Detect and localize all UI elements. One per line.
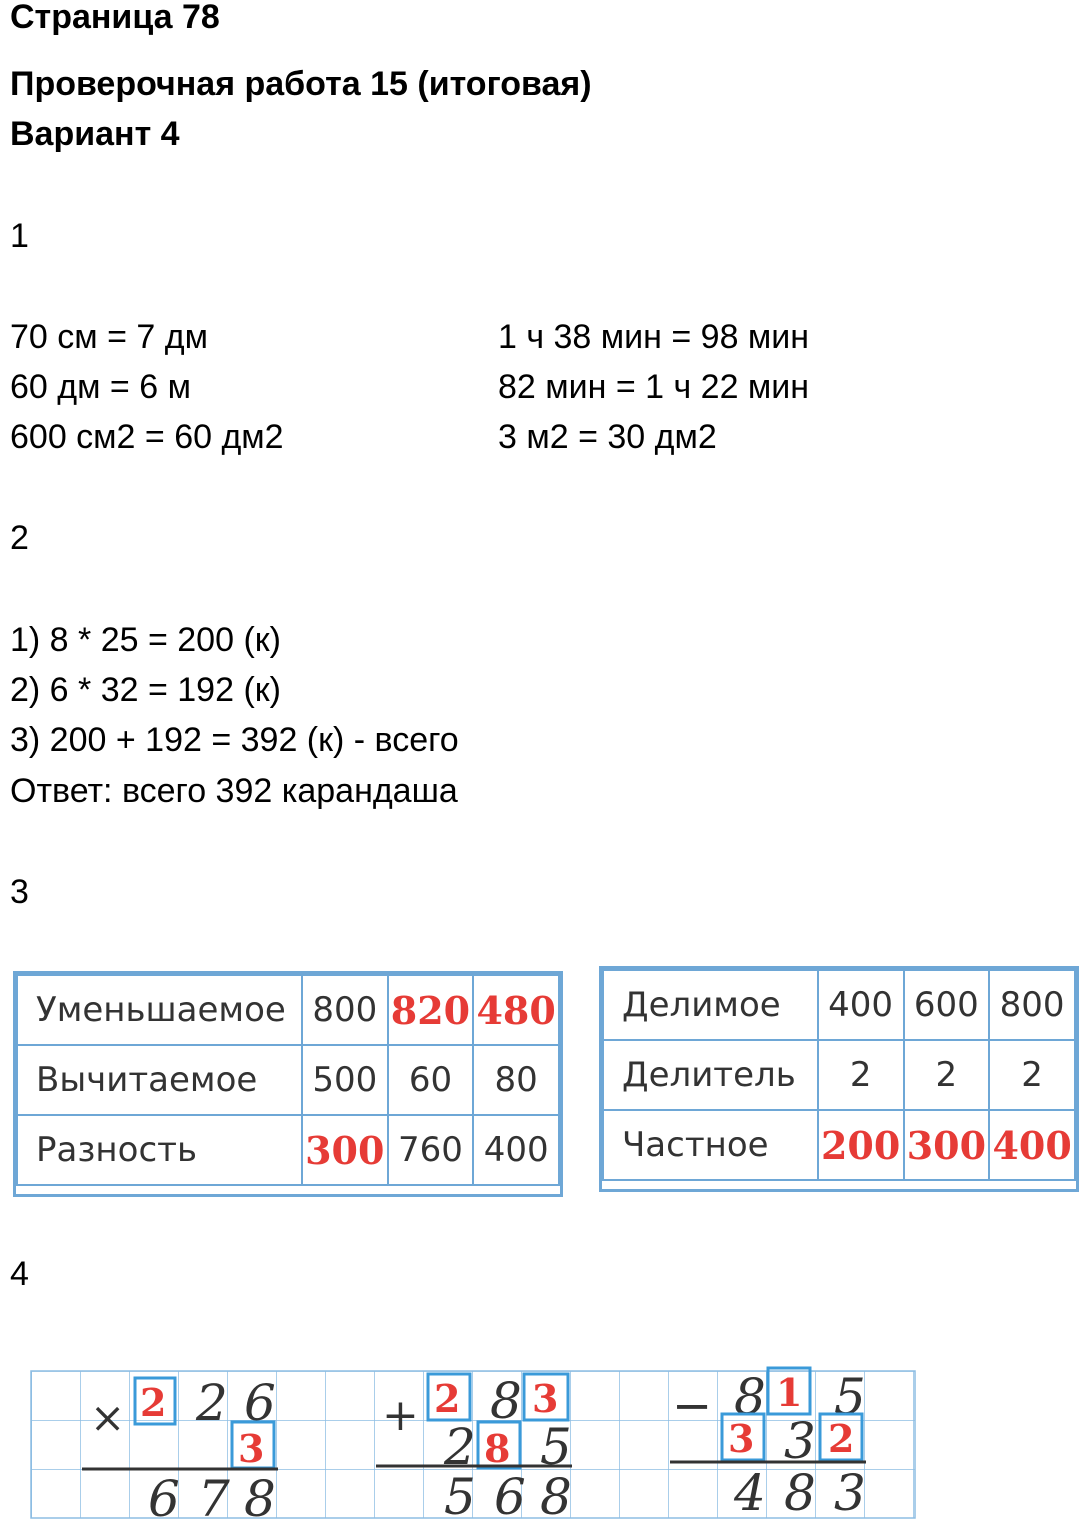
table-row xyxy=(17,1115,559,1185)
table-cell: 2 xyxy=(904,1040,990,1110)
answer-digit: 2 xyxy=(140,1380,167,1425)
digit: 6 xyxy=(244,1374,276,1432)
answer-digit: 2 xyxy=(434,1376,461,1421)
task2-line-2: 2) 6 * 32 = 192 (к) xyxy=(10,671,281,709)
digit: 5 xyxy=(444,1468,476,1526)
digit: 8 xyxy=(244,1470,276,1528)
table-label: Уменьшаемое xyxy=(17,975,302,1045)
digit: 3 xyxy=(834,1464,866,1522)
table-row xyxy=(17,1045,559,1115)
table-cell: 2 xyxy=(989,1040,1075,1110)
page-number: Страница 78 xyxy=(10,0,220,36)
task1-right-2: 82 мин = 1 ч 22 мин xyxy=(498,368,810,406)
table-label: Делимое xyxy=(603,970,818,1040)
table-cell: 60 xyxy=(388,1045,474,1115)
task4-number: 4 xyxy=(10,1255,29,1293)
digit: 6 xyxy=(494,1468,526,1526)
table-cell-answer: 200 xyxy=(818,1110,904,1180)
table-cell-answer: 400 xyxy=(989,1110,1075,1180)
table-cell-answer: 300 xyxy=(302,1115,388,1185)
task2-number: 2 xyxy=(10,519,29,557)
digit: 2 xyxy=(444,1418,476,1476)
table-cell: 2 xyxy=(818,1040,904,1110)
digit: 8 xyxy=(784,1464,816,1522)
answer-digit: 1 xyxy=(776,1370,803,1415)
digit: 5 xyxy=(540,1418,572,1476)
table-label: Разность xyxy=(17,1115,302,1185)
table-row xyxy=(603,970,1075,1040)
table-cell: 800 xyxy=(302,975,388,1045)
digit: 4 xyxy=(734,1464,766,1522)
task3-number: 3 xyxy=(10,873,29,911)
task2-line-3: 3) 200 + 192 = 392 (к) - всего xyxy=(10,721,459,759)
digit: 5 xyxy=(834,1368,866,1426)
table-label: Вычитаемое xyxy=(17,1045,302,1115)
work-title: Проверочная работа 15 (итоговая) xyxy=(10,65,592,103)
task1-left-3: 600 см2 = 60 дм2 xyxy=(10,418,284,456)
table-label: Делитель xyxy=(603,1040,818,1110)
task1-right-1: 1 ч 38 мин = 98 мин xyxy=(498,318,810,356)
table-row xyxy=(603,1040,1075,1110)
digit: 7 xyxy=(198,1470,230,1528)
table-cell-answer: 300 xyxy=(904,1110,990,1180)
plus-sign: + xyxy=(382,1390,419,1441)
multiply-sign: × xyxy=(90,1393,126,1442)
answer-digit: 3 xyxy=(238,1426,265,1471)
subtraction-table xyxy=(16,974,560,1186)
table-cell: 800 xyxy=(989,970,1075,1040)
answer-digit: 2 xyxy=(828,1416,855,1461)
table-cell: 400 xyxy=(818,970,904,1040)
digit: 2 xyxy=(196,1374,228,1432)
task1-right-3: 3 м2 = 30 дм2 xyxy=(498,418,717,456)
task2-answer: Ответ: всего 392 карандаша xyxy=(10,772,458,810)
table-cell: 500 xyxy=(302,1045,388,1115)
table-row xyxy=(603,1110,1075,1180)
digit: 8 xyxy=(490,1372,522,1430)
answer-digit: 8 xyxy=(484,1426,511,1471)
division-table xyxy=(602,969,1076,1181)
table-cell: 760 xyxy=(388,1115,474,1185)
task1-number: 1 xyxy=(10,217,29,255)
table-cell-answer: 480 xyxy=(473,975,559,1045)
digit: 8 xyxy=(540,1468,572,1526)
task1-left-2: 60 дм = 6 м xyxy=(10,368,191,406)
table-cell: 600 xyxy=(904,970,990,1040)
table-label: Частное xyxy=(603,1110,818,1180)
task1-left-1: 70 см = 7 дм xyxy=(10,318,208,356)
digit: 3 xyxy=(784,1412,816,1470)
answer-digit: 3 xyxy=(728,1416,755,1461)
table-cell-answer: 820 xyxy=(388,975,474,1045)
minus-sign: − xyxy=(672,1378,713,1434)
table-cell: 80 xyxy=(473,1045,559,1115)
answer-digit: 3 xyxy=(532,1376,559,1421)
digit: 6 xyxy=(148,1470,180,1528)
digit: 8 xyxy=(734,1368,766,1426)
variant-title: Вариант 4 xyxy=(10,115,180,153)
column-arithmetic-grid xyxy=(0,1350,1087,1530)
table-cell: 400 xyxy=(473,1115,559,1185)
table-row xyxy=(17,975,559,1045)
task2-line-1: 1) 8 * 25 = 200 (к) xyxy=(10,621,281,659)
